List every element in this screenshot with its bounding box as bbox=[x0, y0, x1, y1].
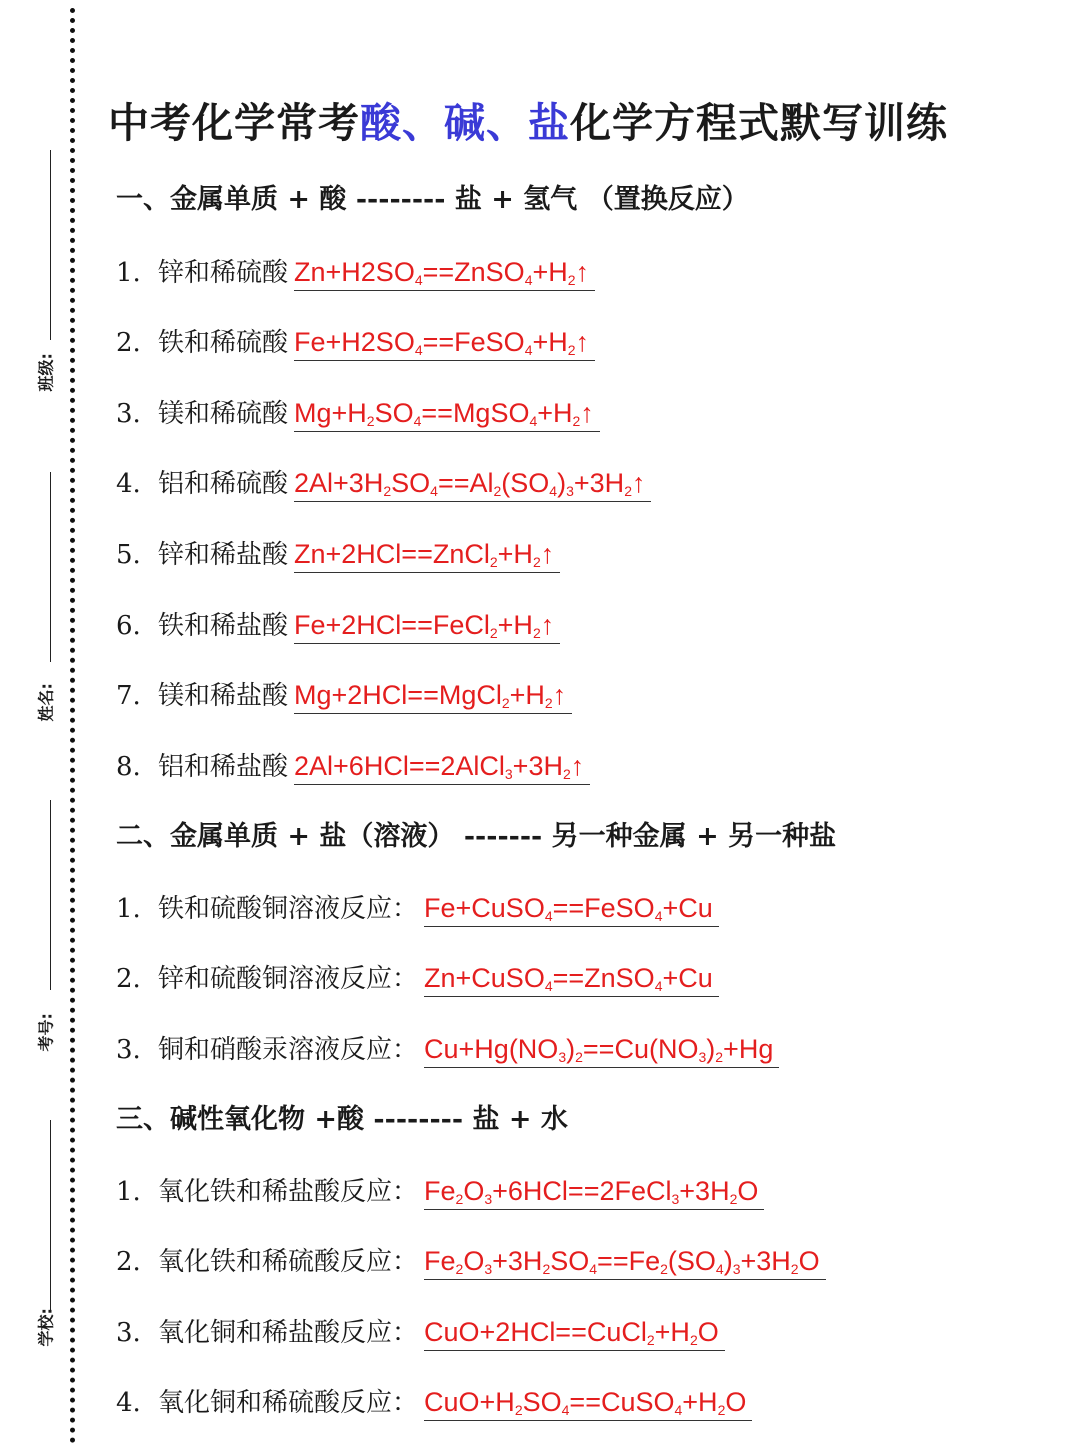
item-number: 2. bbox=[116, 328, 141, 358]
title-base: 碱 bbox=[444, 99, 486, 147]
class-fill-line bbox=[50, 150, 51, 340]
equation-text: SO bbox=[374, 398, 414, 428]
equation bbox=[294, 399, 600, 432]
list-item bbox=[116, 1241, 826, 1280]
subscript: 2 bbox=[572, 413, 581, 429]
subscript: 2 bbox=[567, 272, 576, 288]
subscript: 2 bbox=[624, 483, 632, 499]
equation-text: 2Al+6HCl==2AlCl bbox=[294, 751, 505, 781]
item-number: 3. bbox=[116, 399, 141, 429]
item-description: 氧化铜和稀盐酸反应： bbox=[158, 1318, 419, 1348]
subscript: 2 bbox=[544, 695, 553, 711]
list-item bbox=[116, 1382, 752, 1421]
subscript: 4 bbox=[414, 342, 423, 358]
equation-text: ==Al bbox=[437, 468, 494, 498]
equation-text: +3H bbox=[573, 468, 625, 498]
item-number: 3. bbox=[116, 1035, 141, 1065]
subscript: 2 bbox=[790, 1261, 799, 1277]
equation-text: ↑ bbox=[570, 751, 585, 781]
subscript: 4 bbox=[715, 1261, 724, 1277]
equation-text: SO bbox=[522, 1387, 562, 1417]
subscript: 3 bbox=[484, 1191, 493, 1207]
subscript: 4 bbox=[654, 908, 663, 924]
equation-text: ==MgSO bbox=[421, 398, 530, 428]
equation bbox=[294, 752, 590, 785]
item-number: 5. bbox=[116, 540, 141, 570]
item-number: 1. bbox=[116, 258, 141, 288]
equation-text: Fe+2HCl==FeCl bbox=[294, 610, 490, 640]
list-item bbox=[116, 1171, 764, 1210]
equation-text: +H bbox=[654, 1317, 690, 1347]
equation-text: +H bbox=[532, 327, 568, 357]
item-number: 6. bbox=[116, 611, 141, 641]
equation-text: O bbox=[463, 1246, 485, 1276]
equation-text: +3H bbox=[492, 1246, 543, 1276]
subscript: 4 bbox=[549, 483, 558, 499]
item-number: 4. bbox=[116, 469, 141, 499]
school-fill-line bbox=[50, 1120, 51, 1310]
equation bbox=[424, 1247, 826, 1280]
equation-text: CuO+2HCl==CuCl bbox=[424, 1317, 647, 1347]
subscript: 4 bbox=[524, 272, 533, 288]
subscript: 2 bbox=[542, 1261, 551, 1277]
list-item bbox=[116, 1029, 779, 1068]
equation-text: Mg+H bbox=[294, 398, 367, 428]
subscript: 2 bbox=[575, 1049, 583, 1065]
equation-text: +H bbox=[509, 680, 545, 710]
equation-text: O bbox=[798, 1246, 820, 1276]
item-number: 1. bbox=[116, 894, 141, 924]
item-number: 7. bbox=[116, 681, 141, 711]
subscript: 2 bbox=[729, 1191, 738, 1207]
subscript: 4 bbox=[430, 483, 438, 499]
equation bbox=[294, 611, 560, 644]
subscript: 2 bbox=[689, 1332, 698, 1348]
equation-text: +3H bbox=[679, 1176, 730, 1206]
school-label: 学校: bbox=[36, 1308, 56, 1347]
item-description: 镁和稀硫酸 bbox=[158, 399, 289, 429]
subscript: 3 bbox=[484, 1261, 493, 1277]
equation-text: ==ZnSO bbox=[552, 963, 655, 993]
equation-text: ==Cu(NO bbox=[582, 1034, 699, 1064]
equation-text: O bbox=[463, 1176, 485, 1206]
equation-text: ) bbox=[723, 1246, 733, 1276]
item-description: 锌和硫酸铜溶液反应： bbox=[158, 964, 419, 994]
equation-text: ) bbox=[566, 1034, 576, 1064]
equation-text: +3H bbox=[740, 1246, 791, 1276]
name-fill-line bbox=[50, 472, 51, 662]
subscript: 2 bbox=[717, 1402, 726, 1418]
item-number: 2. bbox=[116, 1247, 141, 1277]
list-item bbox=[116, 463, 651, 502]
subscript: 2 bbox=[567, 342, 576, 358]
equation-text: +H bbox=[532, 257, 568, 287]
equation-text: +3H bbox=[512, 751, 563, 781]
equation-text: CuO+H bbox=[424, 1387, 515, 1417]
equation-text: Zn+H2SO bbox=[294, 257, 415, 287]
exam-no-label: 考号: bbox=[36, 1013, 56, 1052]
equation-text: Fe+H2SO bbox=[294, 327, 415, 357]
equation-text: SO bbox=[391, 468, 431, 498]
item-description: 铜和硝酸汞溶液反应： bbox=[158, 1035, 419, 1065]
list-item bbox=[116, 534, 560, 573]
list-item bbox=[116, 393, 600, 432]
equation-text: Fe bbox=[424, 1246, 456, 1276]
item-description: 锌和稀硫酸 bbox=[158, 258, 289, 288]
subscript: 3 bbox=[671, 1191, 680, 1207]
equation-text: Zn+2HCl==ZnCl bbox=[294, 539, 490, 569]
equation-text: +Cu bbox=[662, 963, 713, 993]
equation-text: +H bbox=[497, 539, 533, 569]
equation bbox=[294, 469, 651, 502]
item-number: 1. bbox=[116, 1177, 141, 1207]
equation-text: (SO bbox=[667, 1246, 716, 1276]
equation-text: +Cu bbox=[662, 893, 713, 923]
equation-text: +6HCl==2FeCl bbox=[492, 1176, 672, 1206]
list-item bbox=[116, 322, 595, 361]
subscript: 4 bbox=[654, 978, 663, 994]
item-description: 铁和硫酸铜溶液反应： bbox=[158, 894, 419, 924]
subscript: 2 bbox=[489, 554, 498, 570]
list-item bbox=[116, 958, 719, 997]
binding-dotted-line bbox=[70, 8, 75, 1444]
equation-text: O bbox=[697, 1317, 719, 1347]
equation-text: Mg+2HCl==MgCl bbox=[294, 680, 502, 710]
equation-text: +H bbox=[497, 610, 533, 640]
subscript: 4 bbox=[413, 413, 422, 429]
equation-text: +H bbox=[537, 398, 573, 428]
title-part1: 中考化学常考 bbox=[108, 99, 360, 147]
list-item bbox=[116, 888, 719, 927]
title-part2: 化学方程式默写训练 bbox=[570, 99, 948, 147]
equation bbox=[424, 894, 719, 927]
item-description: 氧化铜和稀硫酸反应： bbox=[158, 1388, 419, 1418]
item-description: 锌和稀盐酸 bbox=[158, 540, 289, 570]
subscript: 4 bbox=[544, 908, 553, 924]
subscript: 3 bbox=[566, 483, 574, 499]
name-label: 姓名: bbox=[36, 683, 56, 722]
equation-text: ==FeSO bbox=[552, 893, 655, 923]
equation-text: ) bbox=[706, 1034, 716, 1064]
subscript: 3 bbox=[504, 766, 513, 782]
title-salt: 盐 bbox=[528, 99, 570, 147]
equation-text: ==ZnSO bbox=[422, 257, 525, 287]
item-number: 8. bbox=[116, 752, 141, 782]
item-number: 2. bbox=[116, 964, 141, 994]
equation-text: ==FeSO bbox=[422, 327, 525, 357]
equation-text: Zn+CuSO bbox=[424, 963, 545, 993]
equation-text: O bbox=[725, 1387, 747, 1417]
equation-text: ↑ bbox=[540, 610, 555, 640]
section-heading-1: 一、金属单质 + 酸 -------- 盐 + 氢气 （置换反应） bbox=[116, 184, 749, 215]
subscript: 2 bbox=[455, 1191, 464, 1207]
equation-text: +H bbox=[682, 1387, 718, 1417]
subscript: 3 bbox=[558, 1049, 567, 1065]
equation bbox=[424, 1177, 764, 1210]
exam-no-fill-line bbox=[50, 800, 51, 990]
equation-text: SO bbox=[550, 1246, 590, 1276]
subscript: 4 bbox=[524, 342, 533, 358]
subscript: 2 bbox=[562, 766, 571, 782]
item-description: 铝和稀硫酸 bbox=[158, 469, 289, 499]
equation-text: 2Al+3H bbox=[294, 468, 384, 498]
section-heading-2: 二、金属单质 + 盐（溶液） ------- 另一种金属 + 另一种盐 bbox=[116, 821, 837, 852]
item-description: 铁和稀盐酸 bbox=[158, 611, 289, 641]
subscript: 2 bbox=[366, 413, 375, 429]
equation bbox=[294, 258, 595, 291]
equation-text: ↑ bbox=[575, 257, 590, 287]
list-item bbox=[116, 252, 595, 291]
subscript: 2 bbox=[514, 1402, 523, 1418]
subscript: 4 bbox=[544, 978, 553, 994]
class-label: 班级: bbox=[36, 353, 56, 392]
subscript: 2 bbox=[455, 1261, 464, 1277]
item-description: 铁和稀硫酸 bbox=[158, 328, 289, 358]
item-description: 镁和稀盐酸 bbox=[158, 681, 289, 711]
subscript: 4 bbox=[589, 1261, 598, 1277]
subscript: 3 bbox=[732, 1261, 741, 1277]
subscript: 4 bbox=[529, 413, 538, 429]
subscript: 2 bbox=[501, 695, 510, 711]
list-item bbox=[116, 746, 590, 785]
equation bbox=[294, 540, 560, 573]
subscript: 4 bbox=[674, 1402, 683, 1418]
equation-text: O bbox=[737, 1176, 759, 1206]
title-sep1: 、 bbox=[402, 99, 444, 147]
equation-text: ↑ bbox=[552, 680, 567, 710]
subscript: 2 bbox=[660, 1261, 668, 1277]
equation-text: Fe bbox=[424, 1176, 456, 1206]
page-title bbox=[108, 90, 948, 149]
equation-text: ) bbox=[557, 468, 567, 498]
equation-text: ==Fe bbox=[597, 1246, 661, 1276]
equation-text: Fe+CuSO bbox=[424, 893, 545, 923]
equation bbox=[424, 964, 719, 997]
subscript: 2 bbox=[532, 554, 541, 570]
subscript: 2 bbox=[493, 483, 502, 499]
item-description: 铝和稀盐酸 bbox=[158, 752, 289, 782]
section-heading-3: 三、碱性氧化物 +酸 -------- 盐 + 水 bbox=[116, 1104, 568, 1135]
item-number: 4. bbox=[116, 1388, 141, 1418]
equation-text: Cu+Hg(NO bbox=[424, 1034, 559, 1064]
subscript: 4 bbox=[561, 1402, 570, 1418]
equation bbox=[424, 1035, 779, 1068]
equation bbox=[424, 1388, 752, 1421]
equation-text: ↑ bbox=[631, 468, 646, 498]
equation-text: (SO bbox=[501, 468, 550, 498]
equation-text: ↑ bbox=[580, 398, 594, 428]
equation-text: ↑ bbox=[575, 327, 590, 357]
item-description: 氧化铁和稀盐酸反应： bbox=[158, 1177, 419, 1207]
equation bbox=[294, 328, 595, 361]
list-item bbox=[116, 605, 560, 644]
item-number: 3. bbox=[116, 1318, 141, 1348]
subscript: 2 bbox=[489, 625, 498, 641]
title-acid: 酸 bbox=[360, 99, 402, 147]
subscript: 2 bbox=[383, 483, 392, 499]
subscript: 4 bbox=[414, 272, 423, 288]
subscript: 3 bbox=[698, 1049, 707, 1065]
list-item bbox=[116, 1312, 725, 1351]
subscript: 2 bbox=[715, 1049, 724, 1065]
equation bbox=[424, 1318, 725, 1351]
equation bbox=[294, 681, 572, 714]
item-description: 氧化铁和稀硫酸反应： bbox=[158, 1247, 419, 1277]
equation-text: ↑ bbox=[540, 539, 555, 569]
title-sep2: 、 bbox=[486, 99, 528, 147]
equation-text: +Hg bbox=[723, 1034, 774, 1064]
list-item bbox=[116, 675, 572, 714]
subscript: 2 bbox=[646, 1332, 655, 1348]
equation-text: ==CuSO bbox=[569, 1387, 675, 1417]
subscript: 2 bbox=[532, 625, 541, 641]
